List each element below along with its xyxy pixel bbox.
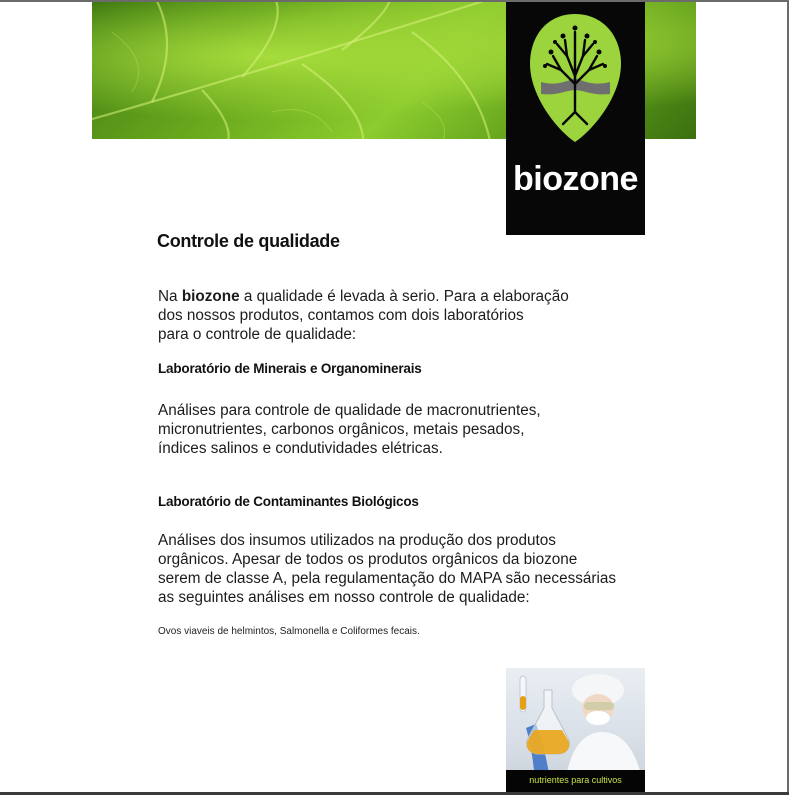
- paragraph-line: Análises para controle de qualidade de macronutrientes,: [158, 402, 541, 419]
- lab-caption-bar: [506, 770, 645, 792]
- lab-photo: [506, 668, 645, 792]
- lab-caption: nutrientes para cultivos: [529, 775, 622, 785]
- tree-head-icon: [527, 12, 624, 144]
- brand-logo-panel: [506, 2, 645, 235]
- analysis-footnote: Ovos viaveis de helmintos, Salmonella e Coliformes fecais.: [158, 626, 420, 637]
- paragraph-line: as seguintes análises em nosso controle de qualidade:: [158, 589, 530, 606]
- section-paragraph-minerais: [158, 401, 541, 458]
- intro-line-3: para o controle de qualidade:: [158, 326, 357, 343]
- brand-inline: biozone: [181, 288, 240, 305]
- section-paragraph-contaminantes: [158, 531, 616, 607]
- paragraph-line: Análises dos insumos utilizados na produção dos produtos: [158, 532, 556, 549]
- section-heading-minerais: Laboratório de Minerais e Organominerais: [158, 361, 422, 376]
- paragraph-line: orgânicos. Apesar de todos os produtos orgânicos da biozone: [158, 551, 578, 568]
- intro-line-2: dos nossos produtos, contamos com dois laboratórios: [158, 307, 524, 324]
- intro-line-1: Na biozone a qualidade é levada à serio. Para a elaboração: [158, 288, 569, 305]
- page-title: Controle de qualidade: [157, 231, 340, 251]
- paragraph-line: serem de classe A, pela regulamentação do MAPA são necessárias: [158, 570, 617, 587]
- brand-wordmark: biozone: [513, 160, 638, 198]
- intro-paragraph: [158, 287, 569, 344]
- section-heading-contaminantes: Laboratório de Contaminantes Biológicos: [158, 494, 419, 509]
- paragraph-line: micronutrientes, carbonos orgânicos, metais pesados,: [158, 421, 525, 438]
- paragraph-line: índices salinos e condutividades elétricas.: [158, 440, 443, 457]
